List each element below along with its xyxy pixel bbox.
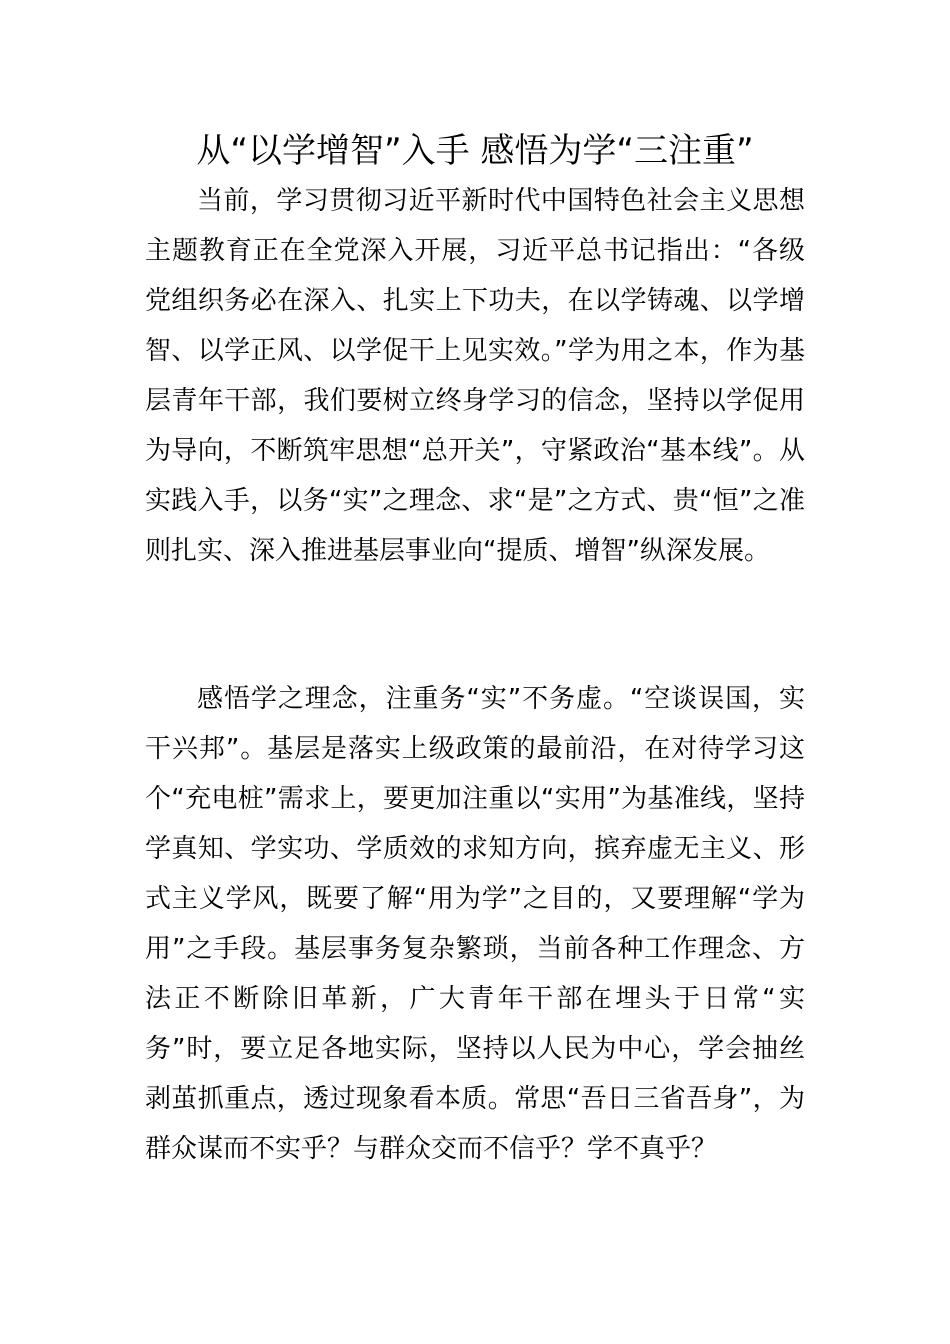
paragraph-intro: 当前，学习贯彻习近平新时代中国特色社会主义思想主题教育正在全党深入开展，习近平总书记指出：“各级党组织务必在深入、扎实上下功夫，在以学铸魂、以学增智、以学正风、以学促干上见实效。”学为用之本，作为基层青年干部，我们要树立终身学习的信念，坚持以学促用为导向，不断筑牢思想“总开关”，守紧政治“基本线”。从实践入手，以务“实”之理念、求“是”之方式、贵“恒”之准则扎实、深入推进基层事业向“提质、增智”纵深发展。: [145, 186, 805, 566]
document-title: 从“以学增智”入手 感悟为学“三注重”: [196, 131, 754, 171]
paragraph-practical-learning: 感悟学之理念，注重务“实”不务虚。“空谈误国，实干兴邦”。基层是落实上级政策的最前沿，在对待学习这个“充电桩”需求上，要更加注重以“实用”为基准线，坚持学真知、学实功、学质效的求知方向，摈弃虚无主义、形式主义学风，既要了解“用为学”之目的，又要理解“学为用”之手段。基层事务复杂繁琐，当前各种工作理念、方法正不断除旧革新，广大青年干部在埋头于日常“实务”时，要立足各地实际，坚持以人民为中心，学会抽丝剥茧抓重点，透过现象看本质。常思“吾日三省吾身”，为群众谋而不实乎？与群众交而不信乎？学不真乎？: [145, 684, 805, 1164]
